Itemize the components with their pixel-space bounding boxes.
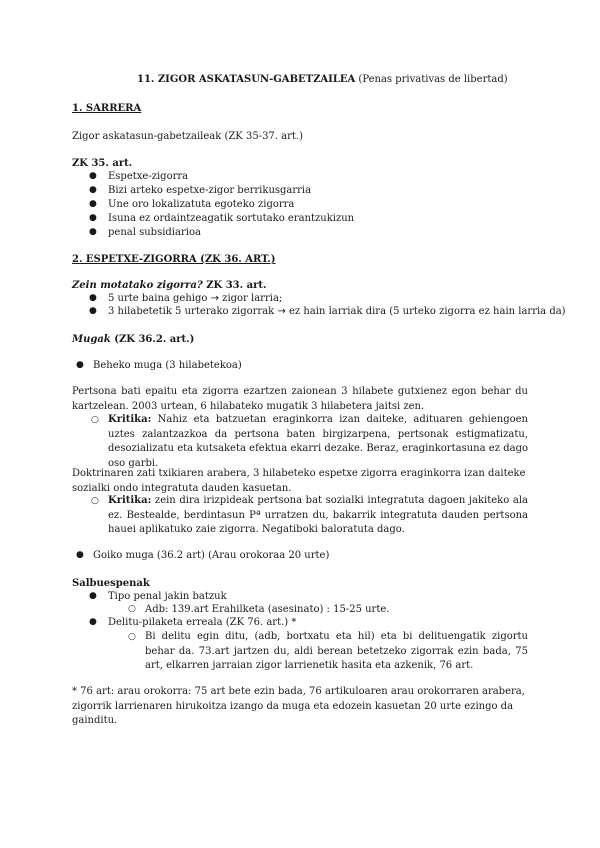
bullet-icon: ● bbox=[89, 171, 97, 181]
bullet-icon: ● bbox=[89, 213, 97, 223]
list-item: Espetxe-zigorra bbox=[108, 171, 189, 182]
q-item-result: ez hain larriak dira (5 urteko zigorra ez hain larria da) bbox=[289, 306, 566, 317]
list-item bbox=[108, 292, 282, 305]
bullet-icon: ● bbox=[89, 293, 97, 303]
q-heading bbox=[72, 279, 266, 292]
critique-label: Kritika: bbox=[108, 414, 152, 425]
bullet-icon: ● bbox=[89, 591, 97, 601]
list-item: Bizi arteko espetxe-zigor berrikusgarria bbox=[108, 185, 312, 196]
sub-list-item: Bi delitu egin ditu, (adb, bortxatu eta hil) eta bi delituengatik zigortu behar da. 73.art jartzen du, aldi berean betetzeko zigorrak ezin bada, 75 art, elkarren jarraian zigor larrienetik hasita eta azkenik, 76 art. bbox=[145, 631, 528, 671]
mugak-heading bbox=[72, 333, 194, 346]
list-item: Delitu-pilaketa erreala (ZK 76. art.) * bbox=[108, 617, 297, 628]
mugak-label: Mugak bbox=[72, 334, 111, 345]
q-item-text: 3 hilabetetik 5 urterako zigorrak bbox=[108, 306, 275, 317]
sub-list-item: Adb: 139.art Erahilketa (asesinato) : 15-25 urte. bbox=[145, 604, 390, 615]
critique-text: zein dira irizpideak pertsona bat sozialki integratuta dagoen jakiteko ala ez. Bestealde, berdintasun Pª urratzen du, bakarrik integratuta dauden pertsona hauei aplikatuko zaie zigorra. Negatiboki baloratuta dago. bbox=[108, 495, 528, 535]
q-item-text: 5 urte baina gehigo bbox=[108, 293, 208, 304]
critique-label: Kritika: bbox=[108, 495, 152, 506]
list-item: Une oro lokalizatuta egoteko zigorra bbox=[108, 199, 295, 210]
bullet-icon: ● bbox=[89, 227, 97, 237]
list-item: Isuna ez ordaintzeagatik sortutako erantzukizun bbox=[108, 213, 355, 224]
arrow-right-icon: → bbox=[277, 306, 286, 317]
circle-bullet-icon: ○ bbox=[91, 415, 99, 425]
footnote: * 76 art: arau orokorra: 75 art bete ezin bada, 76 artikuloaren arau orokorraren arabera, zigorrik larrienaren hirukoitza izango da muga eta edozein kasuetan 20 urte ezingo da gainditu. bbox=[72, 686, 525, 726]
critique-2 bbox=[108, 494, 528, 538]
list-item: penal subsidiarioa bbox=[108, 227, 201, 238]
title-sub: (Penas privativas de libertad) bbox=[358, 74, 508, 85]
section-1-heading: 1. SARRERA bbox=[72, 103, 142, 114]
salbuespenak-heading: Salbuespenak bbox=[72, 578, 150, 589]
bullet-icon: ● bbox=[76, 360, 84, 370]
section-2-heading: 2. ESPETXE-ZIGORRA (ZK 36. ART.) bbox=[72, 254, 276, 265]
bullet-icon: ● bbox=[89, 617, 97, 627]
list-item bbox=[108, 305, 566, 318]
title-main: 11. ZIGOR ASKATASUN-GABETZAILEA bbox=[137, 74, 356, 85]
mugak-ref: (ZK 36.2. art.) bbox=[114, 334, 195, 345]
q-heading-question: Zein motatako zigorra? bbox=[72, 280, 203, 291]
bullet-icon: ● bbox=[76, 550, 84, 560]
beheko-muga: Beheko muga (3 hilabetekoa) bbox=[93, 360, 242, 371]
paragraph-2: Doktrinaren zati txikiaren arabera, 3 hilabeteko espetxe zigorra eraginkorra izan daiteke sozialki ondo integratuta dauden kasuetan. bbox=[72, 468, 526, 494]
paragraph-1: Pertsona bati epaitu eta zigorra ezartzen zaionean 3 hilabete gutxienez egon behar du kartzelean. 2003 urtean, 6 hilabateko mugatik 3 hilabetera jaitsi zen. bbox=[72, 386, 528, 412]
q-heading-ref: ZK 33. art. bbox=[206, 280, 267, 291]
page-title bbox=[137, 73, 508, 86]
q-item-result: zigor larria; bbox=[222, 293, 283, 304]
art-35-heading: ZK 35. art. bbox=[72, 158, 133, 169]
bullet-icon: ● bbox=[89, 199, 97, 209]
list-item: Tipo penal jakin batzuk bbox=[108, 591, 227, 602]
bullet-icon: ● bbox=[89, 306, 97, 316]
circle-bullet-icon: ○ bbox=[91, 496, 99, 506]
critique-1 bbox=[108, 413, 528, 471]
goiko-muga: Goiko muga (36.2 art) (Arau orokoraa 20 urte) bbox=[93, 550, 330, 561]
bullet-icon: ● bbox=[89, 185, 97, 195]
circle-bullet-icon: ○ bbox=[128, 632, 136, 642]
circle-bullet-icon: ○ bbox=[128, 604, 136, 614]
arrow-right-icon: → bbox=[210, 293, 219, 304]
section-1-intro: Zigor askatasun-gabetzaileak (ZK 35-37. art.) bbox=[72, 131, 303, 142]
critique-text: Nahiz eta batzuetan eraginkorra izan daiteke, adituaren gehiengoen uztes zalantzazkoa da pertsona baten birgizarpena, pertsonak estigmatizatu, desozializatu eta kutsaketa efektua ekarri dezake. Beraz, eraginkortasuna ez dago oso garbi. bbox=[108, 414, 528, 469]
